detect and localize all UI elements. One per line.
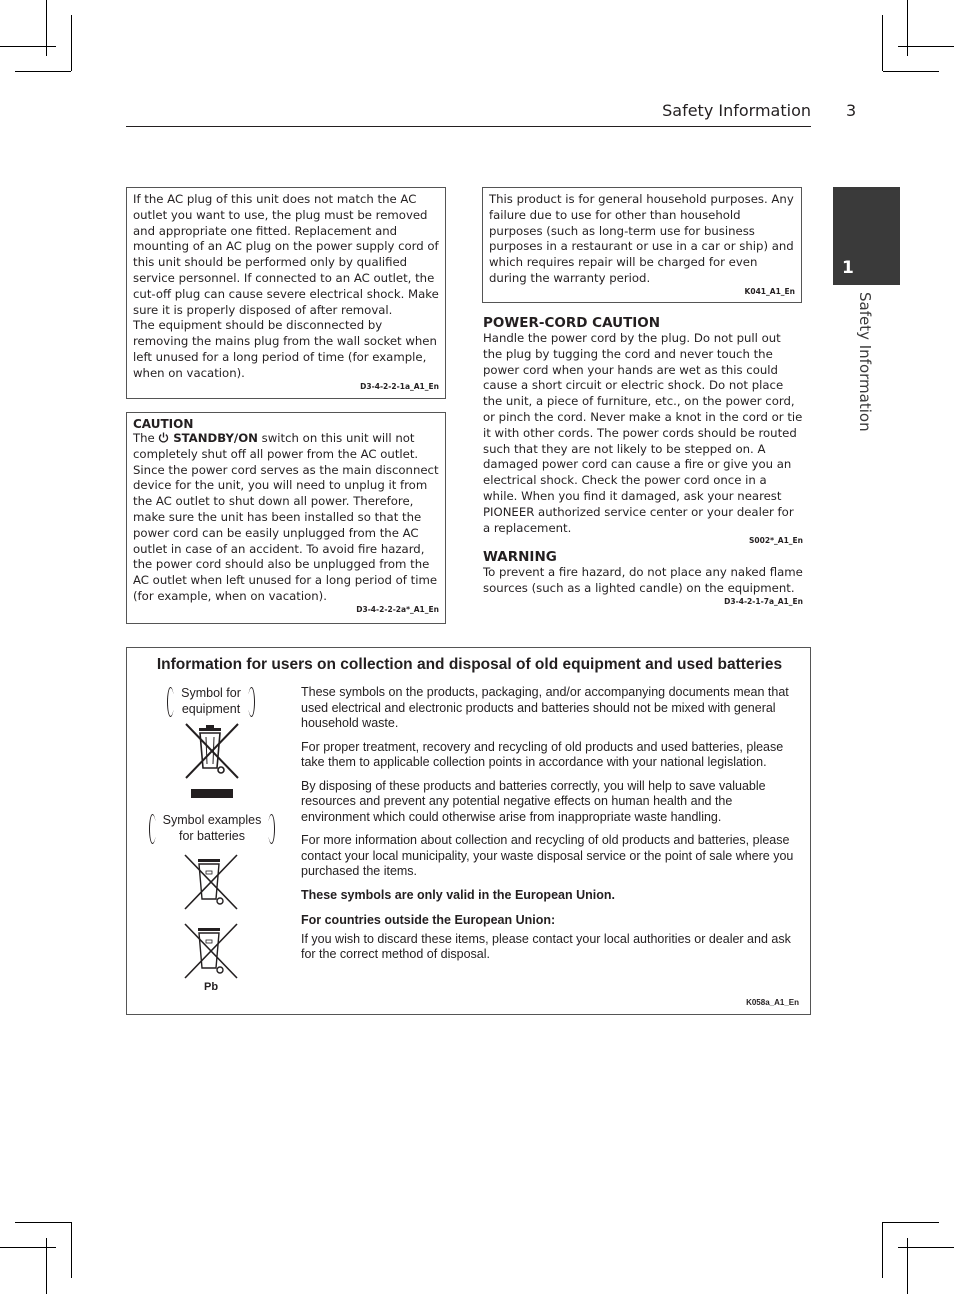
warning-heading: WARNING	[483, 549, 557, 565]
power-cord-text: Handle the power cord by the plug. Do not pull out the plug by tugging the cord and never touch the power cord when your hands are wet as this could cause a short circuit or electric shock. Do not place the unit, a piece of furniture, etc., on the power cord, or pinch the cord. Never make a knot in the cord or tie it with other cords. The power cords should be routed such that they are not likely to be stepped on. A damaged power cord can cause a fire or give you an electrical shock. Check the power cord once in a while. When you find it damaged, ask your nearest PIONEER authorized service center or your dealer for a replacement.	[483, 331, 803, 535]
outside-eu-heading: For countries outside the European Union:	[301, 913, 556, 927]
page-number: 3	[846, 101, 857, 120]
pb-label: Pb	[204, 981, 219, 993]
household-text: This product is for general household purposes. Any failure due to use for other than household purposes (such as long-term use for business purposes in a restaurant or use in a car or ship) and which requires repair will be charged for even during the warranty period.	[489, 192, 794, 285]
caution-notice	[126, 412, 446, 624]
warning-text: To prevent a fire hazard, do not place any naked flame sources (such as a lighted candle) on the equipment.	[483, 565, 803, 595]
disposal-text-column	[301, 685, 801, 971]
disposal-code: K058a_A1_En	[746, 998, 799, 1007]
crossed-bin-battery-pb-icon	[183, 922, 239, 982]
disposal-paragraph: These symbols on the products, packaging, and/or accompanying documents mean that used electrical and electronic products and batteries should not be mixed with general household waste.	[301, 685, 789, 730]
warning-code: D3-4-2-1-7a_A1_En	[724, 596, 803, 606]
caution-text-body: switch on this unit will not completely shut off all power from the AC outlet. Since the power cord serves as the main disconnect device for the unit, you will need to unplug it from the AC outlet to shut down all power. Therefore, make sure the unit has been installed so that the power cord can be easily unplugged from the AC outlet in case of an accident. To avoid fire hazard, the power cord should also be unplugged from the AC outlet when left unused for a long period of time (for example, when on vacation).	[133, 431, 439, 603]
disposal-title: Information for users on collection and disposal of old equipment and used batteries	[156, 656, 783, 673]
chapter-number: 1	[842, 258, 854, 278]
power-icon	[158, 432, 169, 443]
disposal-paragraph: For more information about collection and recycling of old products and batteries, please contact your local municipality, your waste disposal service or the point of sale where you purchased the items.	[301, 833, 794, 878]
caution-text-prefix: The	[133, 431, 155, 445]
disposal-paragraph: For proper treatment, recovery and recycling of old products and used batteries, please take them to applicable collection points in accordance with your national legislation.	[301, 739, 784, 769]
household-code: K041_A1_En	[744, 286, 795, 296]
crossed-bin-battery-icon	[183, 853, 239, 913]
header-rule	[126, 126, 811, 127]
caution-code: D3-4-2-2-2a*_A1_En	[356, 604, 439, 614]
disposal-info-box	[126, 647, 811, 1015]
bin-underline-bar	[191, 789, 233, 798]
outside-eu-text: If you wish to discard these items, please contact your local authorities or dealer and ask for the correct method of disposal.	[301, 931, 791, 961]
ac-plug-text-2: The equipment should be disconnected by removing the mains plug from the wall socket when left unused for a long period of time (for example, when on vacation).	[133, 318, 437, 380]
household-notice	[482, 187, 802, 303]
chapter-label: Safety Information	[856, 292, 874, 432]
symbol-equipment-label: Symbol for equipment	[175, 685, 247, 717]
caution-heading: CAUTION	[133, 417, 194, 431]
power-cord-section	[483, 315, 803, 545]
disposal-paragraph: By disposing of these products and batteries correctly, you will help to save valuable resources and prevent any potential negative effects on human health and the environment which could otherwise arise from inappropriate waste handling.	[301, 778, 766, 824]
eu-only-note: These symbols are only valid in the European Union.	[301, 887, 615, 902]
power-cord-code: S002*_A1_En	[749, 536, 803, 546]
crossed-bin-equipment-icon	[184, 722, 240, 782]
symbol-batteries-label: Symbol examples for batteries	[157, 812, 267, 844]
ac-plug-text: If the AC plug of this unit does not match the AC outlet you want to use, the plug must be removed and appropriate one fitted. Replacement and mounting of an AC plug on the power supply cord of this unit should be performed only by qualified service personnel. If connected to an AC outlet, the cut-off plug can cause severe electrical shock. Make sure it is properly disposed of after removal.	[133, 192, 439, 317]
standby-switch-name: STANDBY/ON	[173, 431, 258, 445]
power-cord-heading: POWER-CORD CAUTION	[483, 315, 661, 331]
ac-plug-code: D3-4-2-2-1a_A1_En	[360, 381, 439, 391]
warning-section	[483, 549, 803, 606]
ac-plug-notice	[126, 187, 446, 399]
caution-text	[133, 431, 439, 605]
page-header-title: Safety Information	[662, 101, 811, 120]
